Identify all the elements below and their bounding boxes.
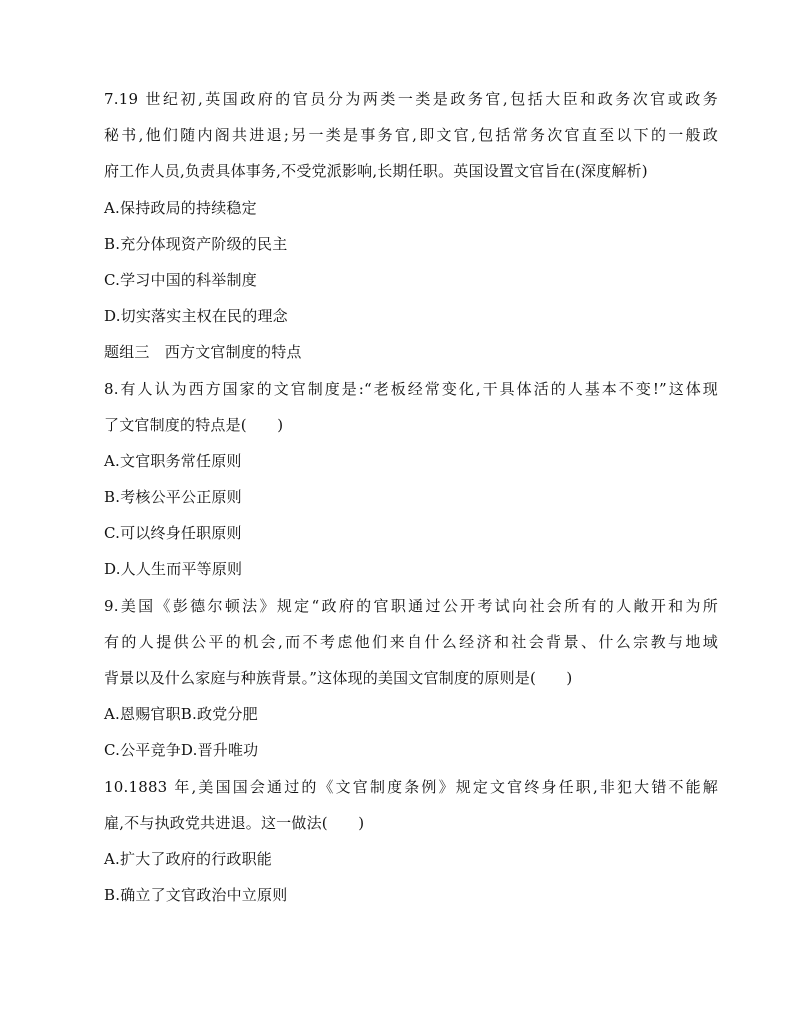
question-7-option-c: C.学习中国的科举制度 xyxy=(104,270,257,289)
question-8-option-a: A.文官职务常任原则 xyxy=(104,451,242,470)
question-7-line-3: 府工作人员,负责具体事务,不受党派影响,长期任职。英国设置文官旨在(深度解析) xyxy=(104,162,648,181)
question-10-option-a: A.扩大了政府的行政职能 xyxy=(104,849,273,868)
section-heading: 题组三 西方文官制度的特点 xyxy=(104,343,302,362)
question-10-line-2: 雇,不与执政党共进退。这一做法( ) xyxy=(104,813,365,832)
question-7-option-a: A.保持政局的持续稳定 xyxy=(104,198,257,217)
question-8 xyxy=(104,378,718,595)
question-7-option-d: D.切实落实主权在民的理念 xyxy=(104,307,288,326)
question-7-option-b: B.充分体现资产阶级的民主 xyxy=(104,234,288,253)
question-7-line-1: 7.19 世纪初,英国政府的官员分为两类一类是政务官,包括大臣和政务次官或政务 xyxy=(104,90,718,108)
question-8-option-b: B.考核公平公正原则 xyxy=(104,488,242,507)
question-9-line-1: 9.美国《彭德尔顿法》规定“政府的官职通过公开考试向社会所有的人敞开和为所 xyxy=(104,596,718,615)
question-9-line-3: 背景以及什么家庭与种族背景。”这体现的美国文官制度的原则是( ) xyxy=(104,669,573,687)
question-8-option-c: C.可以终身任职原则 xyxy=(104,524,242,543)
question-7-line-2: 秘书,他们随内阁共进退;另一类是事务官,即文官,包括常务次官直至以下的一般政 xyxy=(104,126,718,145)
question-8-option-d: D.人人生而平等原则 xyxy=(104,560,243,579)
document-page xyxy=(104,88,718,920)
question-8-line-1: 8.有人认为西方国家的文官制度是:“老板经常变化,干具体活的人基本不变!”这体现 xyxy=(104,379,718,398)
question-8-line-2: 了文官制度的特点是( ) xyxy=(104,415,284,434)
question-10 xyxy=(104,776,718,921)
question-9-option-ab: A.恩赐官职B.政党分肥 xyxy=(104,705,258,724)
question-9-option-cd: C.公平竞争D.晋升唯功 xyxy=(104,741,259,760)
question-9 xyxy=(104,595,718,776)
question-10-option-b: B.确立了文官政治中立原则 xyxy=(104,886,288,905)
question-10-line-1: 10.1883 年,美国国会通过的《文官制度条例》规定文官终身任职,非犯大错不能解 xyxy=(104,777,718,796)
question-7 xyxy=(104,88,718,341)
question-9-line-2: 有的人提供公平的机会,而不考虑他们来自什么经济和社会背景、什么宗教与地域 xyxy=(104,632,718,651)
